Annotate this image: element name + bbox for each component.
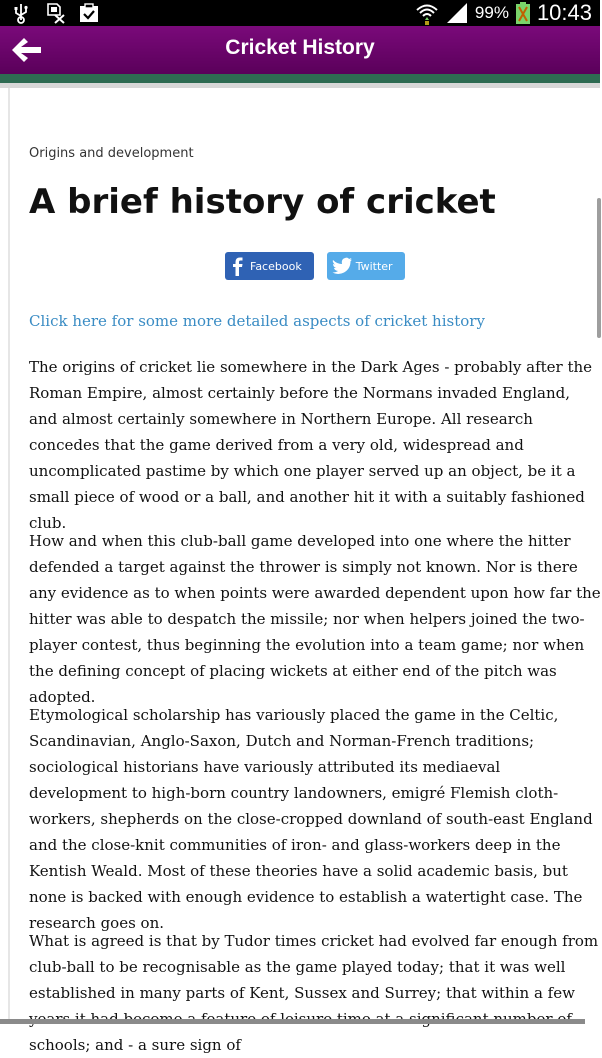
app-bar (0, 26, 600, 74)
article-paragraph: The origins of cricket lie somewhere in the Dark Ages - probably after the Roman Empire, almost certainly before the Normans invaded England, and almost certainly somewhere in Northern Europe. All research concedes that the game derived from a very old, widespread and uncomplicated pastime by which one player served up an object, be it a small piece of wood or a ball, and another hit it with a suitably fashioned club. (29, 358, 593, 532)
clock: 10:43 (536, 0, 592, 25)
article-paragraph: How and when this club-ball game developed into one where the hitter defended a target against the thrower is simply not known. Nor is there any evidence as to when points were awarded dependent upon how far the hitter was able to despatch the missile; nor when helpers joined the two-player contest, thus beginning the evolution into a team game; nor when the defining concept of placing wickets at either end of the pitch was adopted. (29, 532, 601, 706)
usb-icon (10, 3, 32, 23)
wifi-icon (415, 1, 439, 25)
facebook-label: Facebook (250, 259, 302, 273)
battery-percent: 99% (474, 3, 509, 22)
notification-icons (10, 3, 100, 23)
signal-icon (445, 2, 469, 24)
detailed-history-link[interactable]: Click here for some more detailed aspects of cricket history (29, 312, 485, 330)
twitter-icon (332, 257, 352, 275)
page-title: Cricket History (225, 36, 375, 59)
clipboard-check-icon (78, 3, 100, 23)
accent-strip (0, 74, 600, 83)
facebook-icon (230, 256, 246, 276)
article-paragraph: Etymological scholarship has variously placed the game in the Celtic, Scandinavian, Anglo-Saxon, Dutch and Norman-French traditions; sociological historians have variously attributed its mediaeval development to high-born country landowners, emigré Flemish cloth-workers, shepherds on the close-cropped downland of south-east England and the close-knit communities of iron- and glass-workers deep in the Kentish Weald. Most of these theories have a solid academic basis, but none is backed with enough evidence to establish a watertight case. The research goes on. (29, 706, 593, 932)
status-bar (0, 0, 600, 26)
twitter-share-button[interactable] (327, 252, 405, 280)
battery-charging-icon (515, 2, 531, 24)
article-category: Origins and development (29, 146, 194, 161)
bottom-edge (0, 1019, 585, 1024)
scrollbar[interactable] (597, 198, 601, 338)
article-headline: A brief history of cricket (29, 182, 496, 222)
facebook-share-button[interactable] (225, 252, 314, 280)
sim-error-icon (44, 3, 66, 23)
article-webview[interactable] (8, 88, 602, 1054)
share-buttons (225, 252, 405, 280)
article-paragraph: What is agreed is that by Tudor times cricket had evolved far enough from club-ball to be recognisable as the game played today; that it was well established in many parts of Kent, Sussex and Surrey; that within a few schools; and - a sure sign of (29, 932, 599, 1054)
twitter-label: Twitter (355, 259, 393, 273)
